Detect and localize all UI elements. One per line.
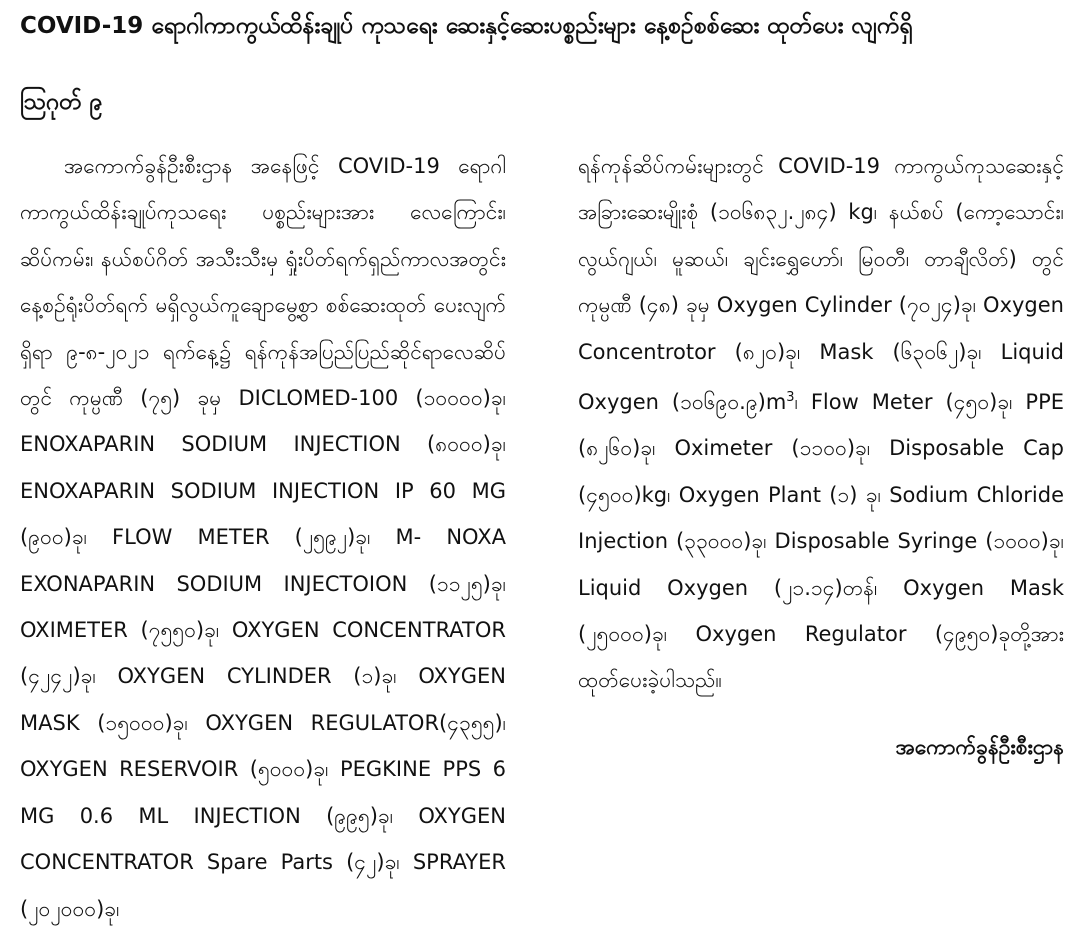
article-body-right-paragraph xyxy=(578,143,1064,704)
unit-superscript: 3 xyxy=(786,390,795,406)
article-dateline: ဩဂုတ် ၉ xyxy=(20,89,103,115)
article-body-right-column xyxy=(578,143,1064,770)
article-headline: COVID-19 ရောဂါကာကွယ်ထိန်းချုပ် ကုသရေး ဆေးနှင့်ဆေးပစ္စည်းများ နေ့စဉ်စစ်ဆေး ထုတ်ပေး လျက်ရှိ xyxy=(20,13,913,39)
article-signature: အကောက်ခွန်ဦးစီးဌာန xyxy=(895,734,1064,759)
right-text-part-2: ၊ Flow Meter (၄၅၀)ခု၊ PPE (၈၂၆၀)ခု၊ Oximeter (၁၁၀၀)ခု၊ Disposable Cap (၄၅၀၀)kg၊ Oxygen Plant (၁) ခု၊ Sodium Chloride Injection (၃၃၀၀၀)ခု၊ Disposable Syringe (၁၀၀၀)ခု၊ Liquid Oxygen (၂၁.၁၄)တန်၊ Oxygen Mask (၂၅၀၀၀)ခု၊ Oxygen Regulator (၄၉၅၀)ခုတို့အား ထုတ်ပေးခဲ့ပါသည်။ xyxy=(578,390,1064,693)
right-text-part-1: ရန်ကုန်ဆိပ်ကမ်းများတွင် COVID-19 ကာကွယ်ကုသဆေးနှင့် အခြားဆေးမျိုးစုံ (၁၀၆၈၃၂.၂၈၄) kg၊ နယ်စပ် (ကော့သောင်း၊ လွယ်ဂျယ်၊ မူဆယ်၊ ချင်းရွှေဟော်၊ မြဝတီ၊ တာချီလိတ်) တွင် ကုမ္ပဏီ (၄၈) ခုမှ Oxygen Cylinder (၇၀၂၄)ခု၊ Oxygen Concentrotor (၈၂၀)ခု၊ Mask (၆၃၀၆၂)ခု၊ Liquid Oxygen (၁၀၆၉၀.၉)m xyxy=(578,154,1064,415)
article-body-left-column: အကောက်ခွန်ဦးစီးဌာန အနေဖြင့် COVID-19 ရောဂါ ကာကွယ်ထိန်းချုပ်ကုသရေး ပစ္စည်းများအား လေကြောင်း၊ ဆိပ်ကမ်း၊ နယ်စပ်ဂိတ် အသီးသီးမှ ရှုံးပိတ်ရက်ရှည်ကာလအတွင်း နေ့စဉ်ရုံးပိတ်ရက် မရှိလွယ်ကူချောမွေ့စွာ စစ်ဆေးထုတ် ပေးလျက်ရှိရာ ၉-၈-၂၀၂၁ ရက်နေ့၌ ရန်ကုန်အပြည်ပြည်ဆိုင်ရာလေဆိပ်တွင် ကုမ္ပဏီ (၇၅) ခုမှ DICLOMED-100 (၁၀၀၀၀)ခု၊ ENOXAPARIN SODIUM INJECTION (၈၀၀၀)ခု၊ ENOXAPARIN SODIUM INJECTION IP 60 MG (၉၀၀)ခု၊ FLOW METER (၂၅၉၂)ခု၊ M- NOXA EXONAPARIN SODIUM INJECTOION (၁၁၂၅)ခု၊ OXIMETER (၇၅၅၀)ခု၊ OXYGEN CONCENTRATOR (၄၂၄၂)ခု၊ OXYGEN CYLINDER (၁)ခု၊ OXYGEN MASK (၁၅၀၀၀)ခု၊ OXYGEN REGULATOR(၄၃၅၅)၊ OXYGEN RESERVOIR (၅၀၀၀)ခု၊ PEGKINE PPS 6 MG 0.6 ML INJECTION (၉၉၅)ခု၊ OXYGEN CONCENTRATOR Spare Parts (၄၂)ခု၊ SPRAYER (၂၀၂၀၀၀)ခု၊ xyxy=(20,154,506,921)
